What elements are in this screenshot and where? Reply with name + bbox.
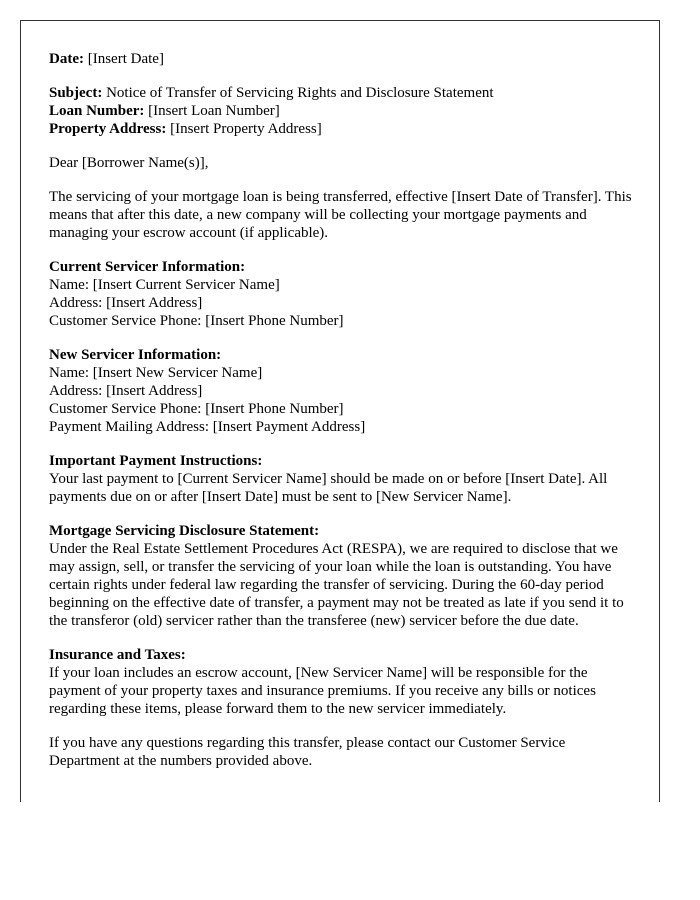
intro-paragraph: The servicing of your mortgage loan is being transferred, effective [Insert Date of Transfer]. This means that after this date, a new company will be collecting your mortgage payments and managing your escrow account (if applicable). <box>49 189 632 241</box>
reference-block: Subject: Notice of Transfer of Servicing Rights and Disclosure Statement Loan Number: [Insert Loan Number] Property Address: [Insert Property Address] <box>49 85 494 137</box>
payment-section: Important Payment Instructions: Your last payment to [Current Servicer Name] should be made on or before [Insert Date]. All payments due on or after [Insert Date] must be sent to [New Servicer Name]. <box>49 453 608 505</box>
letter <box>20 20 660 802</box>
greeting: Dear [Borrower Name(s)], <box>49 155 209 171</box>
disclosure-section: Mortgage Servicing Disclosure Statement: Under the Real Estate Settlement Procedures Act (RESPA), we are required to disclose that we may assign, sell, or transfer the servicing of your loan while the loan is outstanding. You have certain rights under federal law regarding the transfer of servicing. During the 60-day period beginning on the effective date of transfer, a payment may not be treated as late if you send it to the transferor (old) servicer rather than the transferee (new) servicer before the due date. <box>49 523 624 629</box>
closing-paragraph: If you have any questions regarding this transfer, please contact our Customer Service Department at the numbers provided above. <box>49 735 566 769</box>
insurance-section: Insurance and Taxes: If your loan includes an escrow account, [New Servicer Name] will be responsible for the payment of your property taxes and insurance premiums. If you receive any bills or notices regarding these items, please forward them to the new servicer immediately. <box>49 647 596 717</box>
new-servicer-section: New Servicer Information: Name: [Insert New Servicer Name] Address: [Insert Address] Customer Service Phone: [Insert Phone Number] Payment Mailing Address: [Insert Payment Address] <box>49 347 366 435</box>
current-servicer-section: Current Servicer Information: Name: [Insert Current Servicer Name] Address: [Insert Address] Customer Service Phone: [Insert Phone Number] <box>49 259 344 329</box>
date-line: Date: [Insert Date] <box>49 51 164 67</box>
